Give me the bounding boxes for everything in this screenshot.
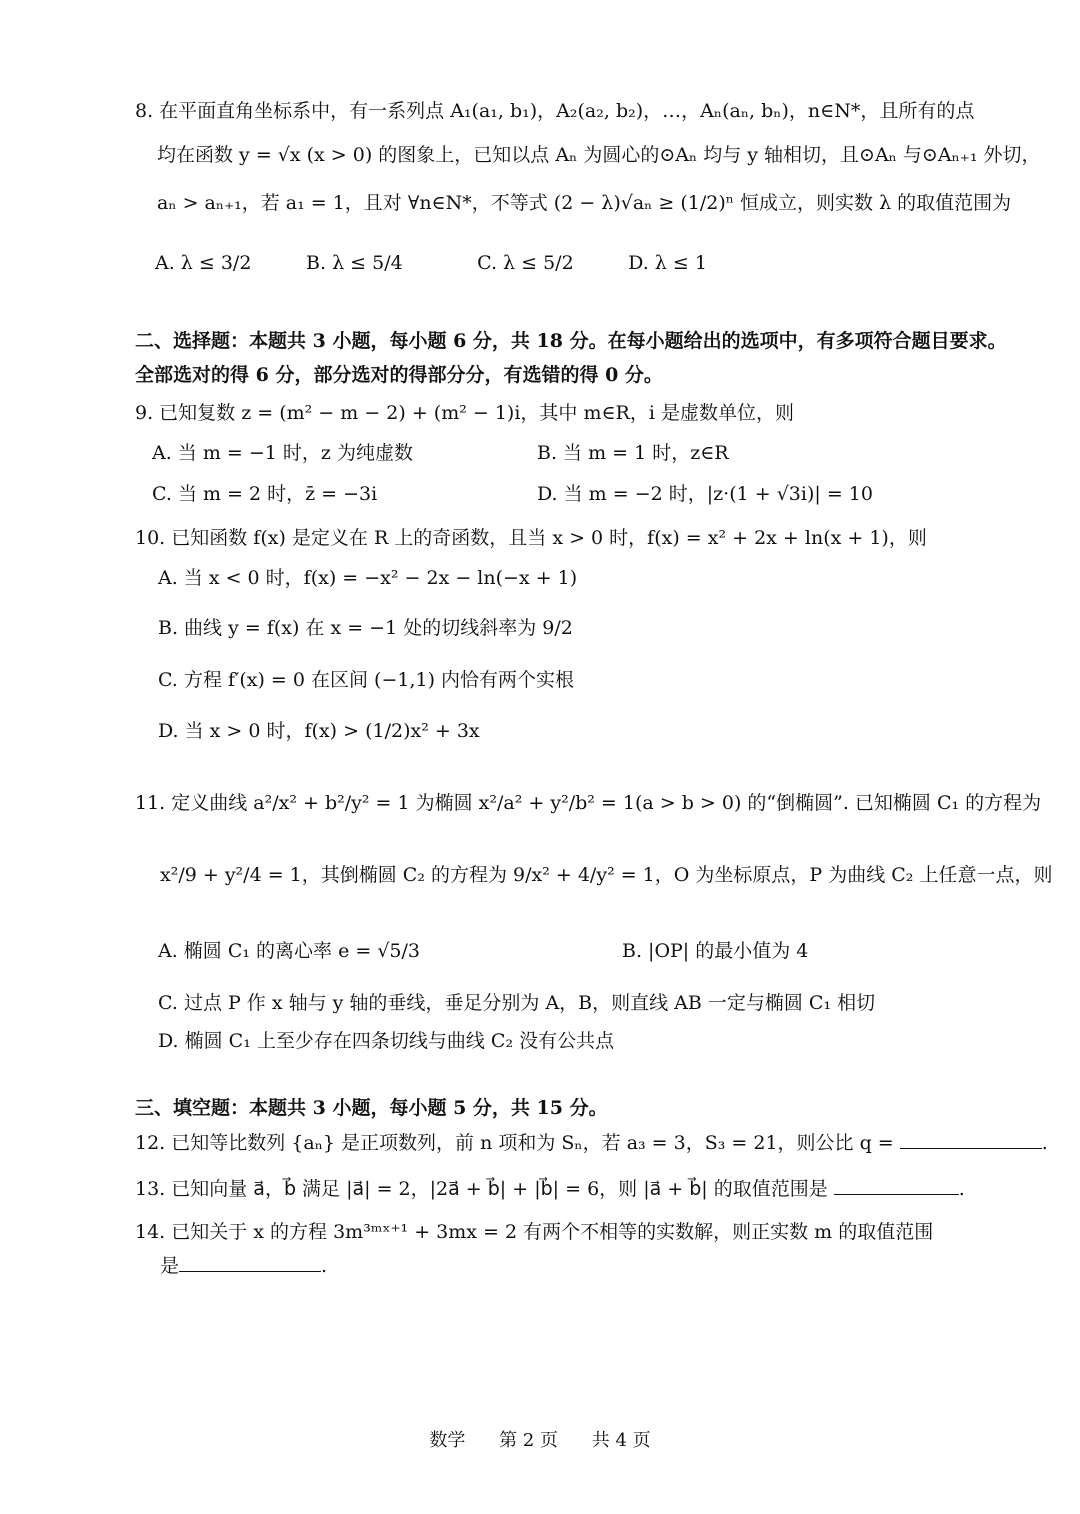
q11-option-b: B. |OP| 的最小值为 4 (622, 940, 809, 962)
section2-heading-line2: 全部选对的得 6 分，部分选对的得部分分，有选错的得 0 分。 (135, 364, 663, 386)
q14-line1: 14. 已知关于 x 的方程 3m³ᵐˣ⁺¹ + 3mx = 2 有两个不相等的实数解，则正实数 m 的取值范围 (135, 1221, 934, 1243)
q14-answer-blank[interactable] (179, 1253, 321, 1272)
q8-line3: aₙ > aₙ₊₁，若 a₁ = 1，且对 ∀n∈N*，不等式 (2 − λ)√aₙ ≥ (1/2)ⁿ 恒成立，则实数 λ 的取值范围为 (157, 192, 1012, 214)
q11-line1: 11. 定义曲线 a²/x² + b²/y² = 1 为椭圆 x²/a² + y²/b² = 1(a > b > 0) 的“倒椭圆”. 已知椭圆 C₁ 的方程为 (135, 792, 1042, 814)
q14-period: . (321, 1255, 328, 1277)
q10-stem: 10. 已知函数 f(x) 是定义在 R 上的奇函数，且当 x > 0 时，f(x) = x² + 2x + ln(x + 1)，则 (135, 527, 927, 549)
q14-text: 是 (160, 1255, 180, 1277)
q12-line (135, 1130, 1048, 1156)
q8-option-d: D. λ ≤ 1 (628, 252, 707, 274)
q8-line2: 均在函数 y = √x (x > 0) 的图象上，已知以点 Aₙ 为圆心的⊙Aₙ 均与 y 轴相切，且⊙Aₙ 与⊙Aₙ₊₁ 外切， (157, 144, 1041, 166)
q13-answer-blank[interactable] (834, 1176, 959, 1195)
footer-total-pages: 共 4 页 (591, 1430, 651, 1451)
q8-option-c: C. λ ≤ 5/2 (477, 252, 574, 274)
q9-stem: 9. 已知复数 z = (m² − m − 2) + (m² − 1)i，其中 m∈R，i 是虚数单位，则 (135, 402, 794, 424)
q10-option-b: B. 曲线 y = f(x) 在 x = −1 处的切线斜率为 9/2 (158, 617, 573, 639)
q11-option-c: C. 过点 P 作 x 轴与 y 轴的垂线，垂足分别为 A，B，则直线 AB 一定与椭圆 C₁ 相切 (158, 992, 876, 1014)
page-footer (0, 1426, 1080, 1452)
footer-subject: 数学 (429, 1430, 466, 1451)
q8-option-a: A. λ ≤ 3/2 (155, 252, 252, 274)
q9-option-b: B. 当 m = 1 时，z∈R (537, 442, 729, 464)
section2-heading-line1: 二、选择题：本题共 3 小题，每小题 6 分，共 18 分。在每小题给出的选项中，有多项符合题目要求。 (135, 330, 1007, 352)
q12-text: 12. 已知等比数列 {aₙ} 是正项数列，前 n 项和为 Sₙ，若 a₃ = 3，S₃ = 21，则公比 q = (135, 1132, 894, 1154)
footer-page-number: 第 2 页 (499, 1430, 558, 1451)
q9-option-a: A. 当 m = −1 时，z 为纯虚数 (152, 442, 413, 464)
q12-answer-blank[interactable] (900, 1130, 1042, 1149)
q8-options (155, 250, 707, 276)
q9-option-c: C. 当 m = 2 时，z̄ = −3i (152, 483, 378, 505)
q12-period: . (1041, 1132, 1048, 1154)
q10-option-d: D. 当 x > 0 时，f(x) > (1/2)x² + 3x (158, 720, 480, 742)
q8-line1: 8. 在平面直角坐标系中，有一系列点 A₁(a₁, b₁)，A₂(a₂, b₂)，…，Aₙ(aₙ, bₙ)，n∈N*，且所有的点 (135, 100, 975, 122)
q14-line2 (160, 1253, 327, 1279)
q10-option-a: A. 当 x < 0 时，f(x) = −x² − 2x − ln(−x + 1) (158, 567, 578, 589)
q13-text: 13. 已知向量 a⃗，b⃗ 满足 |a⃗| = 2，|2a⃗ + b⃗| + |b⃗| = 6，则 |a⃗ + b⃗| 的取值范围是 (135, 1178, 828, 1200)
q11-option-a: A. 椭圆 C₁ 的离心率 e = √5/3 (158, 940, 421, 962)
q11-line2: x²/9 + y²/4 = 1，其倒椭圆 C₂ 的方程为 9/x² + 4/y² = 1，O 为坐标原点，P 为曲线 C₂ 上任意一点，则 (160, 864, 1053, 886)
section3-heading: 三、填空题：本题共 3 小题，每小题 5 分，共 15 分。 (135, 1097, 608, 1119)
q11-option-d: D. 椭圆 C₁ 上至少存在四条切线与曲线 C₂ 没有公共点 (158, 1030, 615, 1052)
q13-period: . (958, 1178, 965, 1200)
q8-option-b: B. λ ≤ 5/4 (306, 252, 403, 274)
q13-line (135, 1176, 965, 1202)
q10-option-c: C. 方程 f′(x) = 0 在区间 (−1,1) 内恰有两个实根 (158, 669, 575, 691)
q9-option-d: D. 当 m = −2 时，|z·(1 + √3i)| = 10 (537, 483, 873, 505)
